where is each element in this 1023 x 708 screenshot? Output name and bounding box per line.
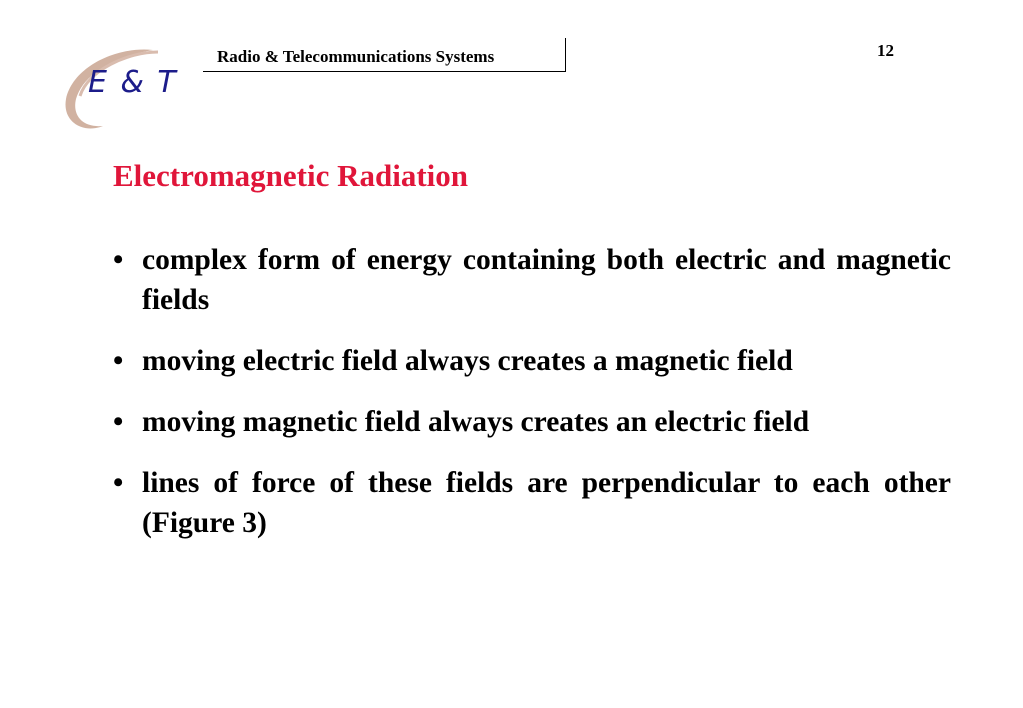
bullet-text: moving magnetic field always creates an electric field	[142, 406, 810, 438]
bullet-item	[113, 341, 951, 381]
header-title: Radio & Telecommunications Systems	[217, 47, 495, 66]
bullet-icon: •	[113, 345, 124, 377]
bullet-item	[113, 240, 951, 320]
logo	[58, 44, 188, 136]
header	[203, 38, 566, 72]
bullet-icon: •	[113, 467, 124, 499]
header-underline	[203, 71, 566, 72]
bullet-icon: •	[113, 244, 124, 276]
logo-text: E & T	[88, 65, 178, 100]
slide-title: Electromagnetic Radiation	[113, 158, 469, 193]
bullet-item	[113, 402, 951, 442]
bullet-list	[113, 240, 951, 564]
bullet-text: complex form of energy containing both electric and magnetic fields	[142, 244, 951, 316]
bullet-text: lines of force of these fields are perpendicular to each other (Figure 3)	[142, 467, 951, 539]
header-divider	[565, 38, 566, 72]
bullet-item	[113, 463, 951, 543]
bullet-icon: •	[113, 406, 124, 438]
page-number: 12	[877, 41, 894, 60]
bullet-text: moving electric field always creates a magnetic field	[142, 345, 793, 377]
